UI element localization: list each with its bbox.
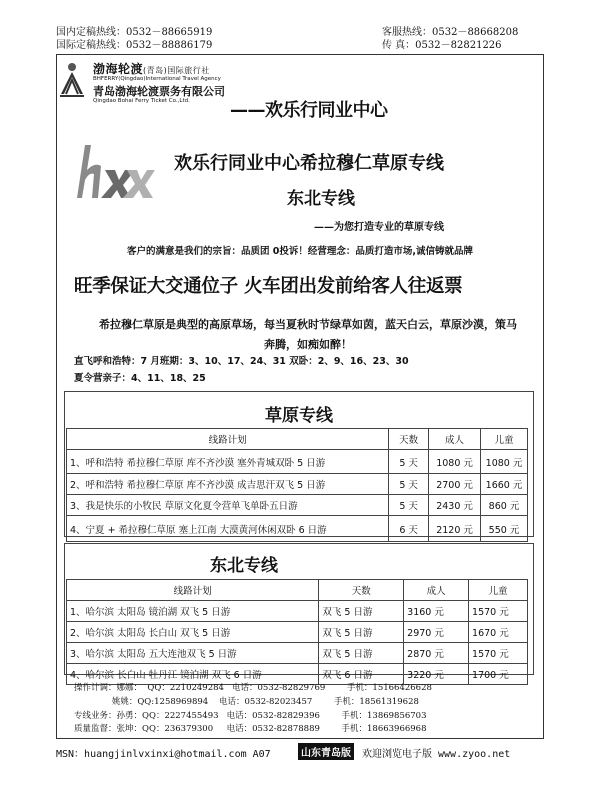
column-header: 天数 [389,429,429,450]
northeast-table [66,579,528,685]
tagline: ——为您打造专业的草原专线 [314,222,444,233]
days-cell: 双飞 5 日游 [319,601,404,622]
schedule-summer-camp: 夏令营亲子：4、11、18、25 [74,373,206,384]
contact-line: 姚姚：QQ:1258969894 电话：0532-82023457 手机：18561319628 [74,696,419,707]
contact-line: 质量监督：张坤：QQ：236379300 电话：0532-82878889 手机：18663966968 [74,724,427,735]
column-header: 天数 [319,580,404,601]
table-row [67,474,528,495]
adult-price-cell: 2120 元 [429,516,481,542]
table-header-row [67,429,528,450]
table-row [67,622,528,643]
days-cell: 双飞 5 日游 [319,643,404,664]
slogan: 客户的满意是我们的宗旨：品质团 0投诉！经营理念：品质打造市场,诚信铸就品牌 [127,246,474,257]
route-cell: 4、哈尔滨 长白山 牡丹江 镜泊湖 双飞 6 日游 [67,664,319,685]
route-cell: 1、哈尔滨 太阳岛 镜泊湖 双飞 5 日游 [67,601,319,622]
route-cell: 3、哈尔滨 太阳岛 五大连池双飞 5 日游 [67,643,319,664]
department-title: ——欢乐行同业中心 [230,100,388,121]
child-price-cell: 1660 元 [481,474,528,495]
adult-price-cell: 3160 元 [404,601,469,622]
child-price-cell: 1670 元 [469,622,528,643]
route-cell: 4、宁夏 + 希拉穆仁草原 塞上江南 大漠黄河休闲双卧 6 日游 [67,516,389,542]
child-price-cell: 1570 元 [469,601,528,622]
footer-welcome: 欢迎浏览电子版 www.zyoo.net [362,749,511,760]
company-name-en: BHFERRY(Qingdao)International Travel Agency [93,76,221,82]
adult-price-cell: 3220 元 [404,664,469,685]
ikx-logo-icon [65,140,155,200]
child-price-cell: 1570 元 [469,643,528,664]
description: 希拉穆仁草原是典型的高原草场，每当夏秋时节绿草如茵，蓝天白云，草原沙漠，策马奔腾，如痴如醉！ [99,318,517,351]
child-price-cell: 1700 元 [469,664,528,685]
domestic-hotline: 国内定稿热线：0532－88665919 [56,27,213,38]
route-cell: 3、我是快乐的小牧民 草原文化夏令营单飞单卧五日游 [67,495,389,516]
days-cell: 5 天 [389,495,429,516]
ticket-company-name: 青岛渤海轮渡票务有限公司 [93,85,225,98]
northeast-title: 东北专线 [210,556,278,576]
ticket-company-name-en: Qingdao Bohai Ferry Ticket Co.,Ltd. [93,98,190,104]
days-cell: 5 天 [389,474,429,495]
adult-price-cell: 2870 元 [404,643,469,664]
adult-price-cell: 1080 元 [429,450,481,474]
fax-number: 传 真：0532－82821226 [382,40,502,51]
child-price-cell: 550 元 [481,516,528,542]
adult-price-cell: 2970 元 [404,622,469,643]
days-cell: 双飞 6 日游 [319,664,404,685]
route-cell: 2、哈尔滨 太阳岛 长白山 双飞 5 日游 [67,622,319,643]
column-header: 成人 [404,580,469,601]
company-logo-icon [58,60,86,100]
grassland-title: 草原专线 [265,406,333,426]
column-header: 线路计划 [67,580,319,601]
edition-badge: 山东青岛版 [298,743,354,760]
contact-line: 操作计调：娜娜： QQ：2210249284 电话：0532-82829769 手机：15166426628 [74,683,432,693]
service-hotline: 客服热线：0532－88668208 [382,27,519,38]
route-cell: 1、呼和浩特 希拉穆仁草原 库不齐沙漠 塞外青城双卧 5 日游 [67,450,389,474]
child-price-cell: 1080 元 [481,450,528,474]
adult-price-cell: 2430 元 [429,495,481,516]
contacts-block [74,682,432,737]
banner-headline: 旺季保证大交通位子 火车团出发前给客人往返票 [74,276,463,297]
column-header: 线路计划 [67,429,389,450]
days-cell: 双飞 5 日游 [319,622,404,643]
main-title: 欢乐行同业中心希拉穆仁草原专线 [174,153,444,174]
company-name: 渤海轮渡(青岛)国际旅行社 [93,62,210,76]
table-header-row [67,580,528,601]
international-hotline: 国际定稿热线：0532－88886179 [56,40,213,51]
table-row [67,643,528,664]
table-row [67,450,528,474]
days-cell: 6 天 [389,516,429,542]
table-row [67,516,528,542]
adult-price-cell: 2700 元 [429,474,481,495]
sub-title: 东北专线 [287,189,355,209]
footer-msn: MSN：huangjinlvxinxi@hotmail.com A07 [56,749,271,760]
table-row [67,601,528,622]
table-row [67,495,528,516]
column-header: 儿童 [469,580,528,601]
column-header: 儿童 [481,429,528,450]
column-header: 成人 [429,429,481,450]
contact-line: 专线业务：孙勇：QQ：2227455493 电话：0532-82829396 手机：13869856703 [74,710,427,721]
schedule-flight: 直飞呼和浩特：7 月班期：3、10、17、24、31 双卧：2、9、16、23、30 [74,356,409,367]
route-cell: 2、呼和浩特 希拉穆仁草原 库不齐沙漠 成吉思汗双飞 5 日游 [67,474,389,495]
days-cell: 5 天 [389,450,429,474]
grassland-table [66,428,528,542]
child-price-cell: 860 元 [481,495,528,516]
